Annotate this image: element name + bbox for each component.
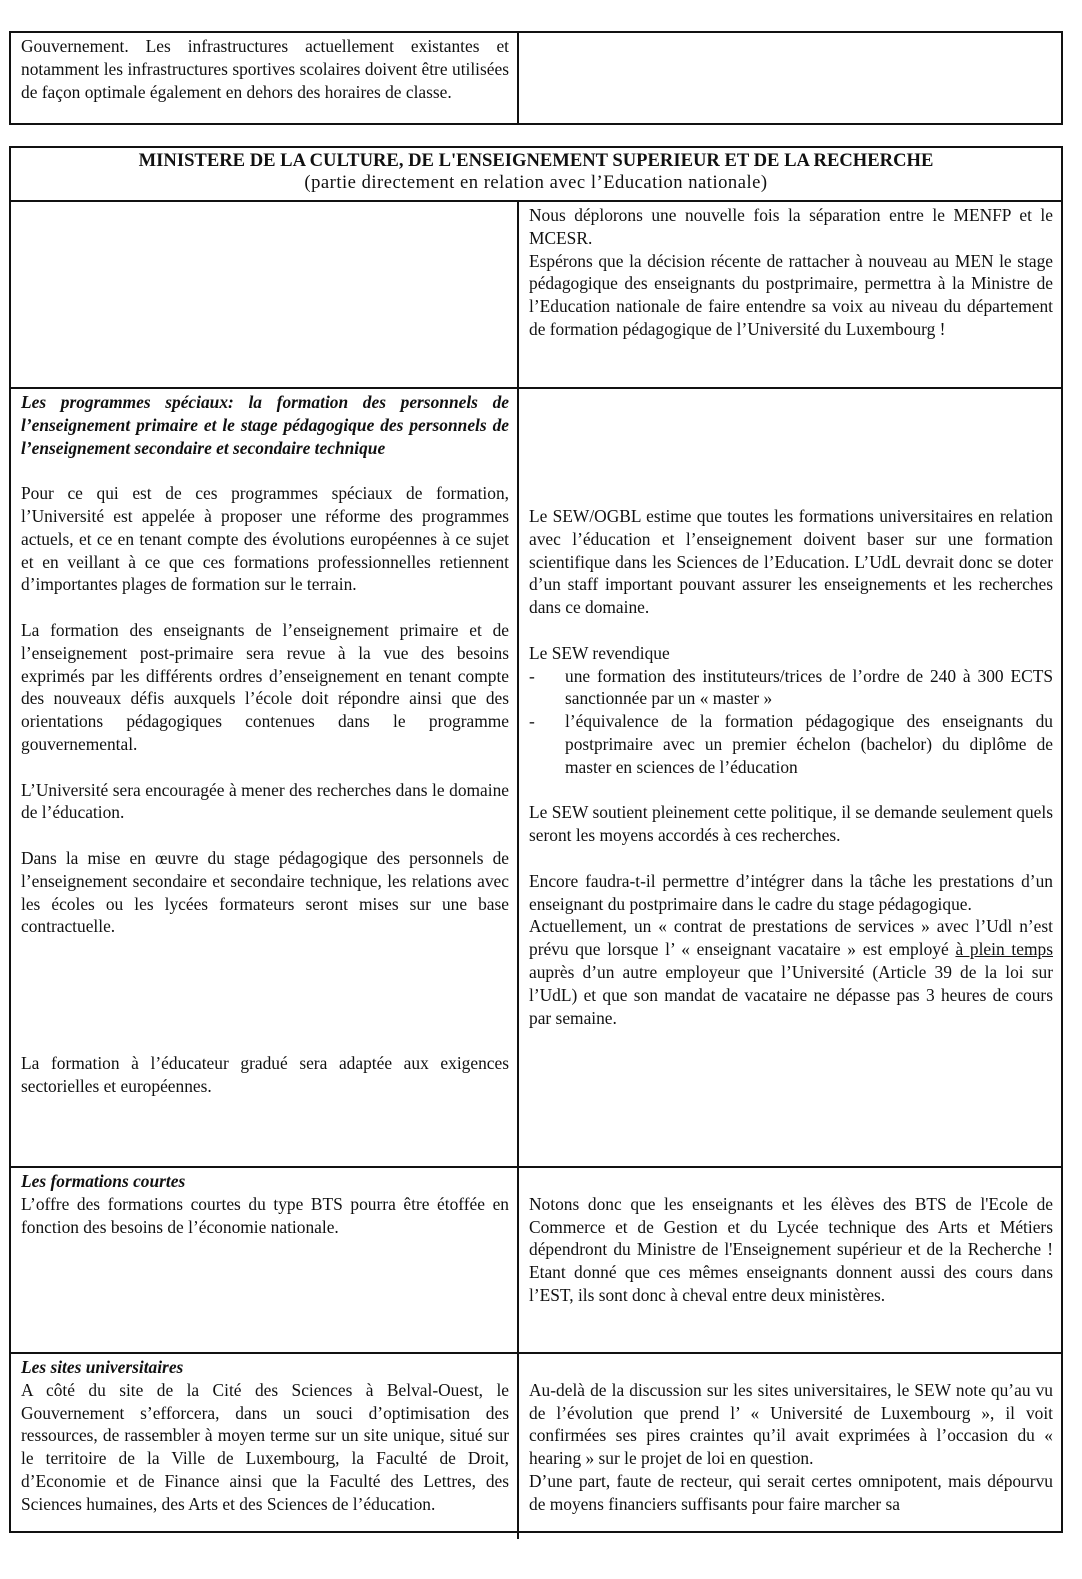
row4-left-p1: A côté du site de la Cité des Sciences à Belval-Ouest, le Gouvernement s’efforcera, dans un souci d’optimisation des ressources, de rassembler à moyen terme sur un site unique, situé sur le territoire de la Ville de Luxembourg, la Faculté de Droit, d’Economie et de Finance ainsi que la Faculté des Lettres, des Sciences humaines, des Arts et des Sciences de l’éducation. (21, 1379, 509, 1514)
row4-right-cell (519, 1354, 1061, 1539)
row2-left-cell (11, 389, 519, 1166)
ministry-table (9, 146, 1063, 1533)
row2-right-p4: Encore faudra-t-il permettre d’intégrer dans la tâche les prestations d’un enseignant du postprimaire dans le cadre du stage pédagogique. (529, 870, 1053, 914)
row3-heading: Les formations courtes (21, 1171, 186, 1191)
row2-left-p5: La formation à l’éducateur gradué sera adaptée aux exigences sectorielles et européennes. (21, 1053, 509, 1096)
row2-right-p5-underlined: à plein temps (955, 939, 1053, 960)
row1-right-p1: Nous déplorons une nouvelle fois la séparation entre le MENFP et le MCESR. (529, 205, 1053, 248)
top-left-text: Gouvernement. Les infrastructures actuellement existantes et notamment les infrastructures sportives scolaires doivent être utilisées de façon optimale également en dehors des horaires de classe. (21, 36, 509, 102)
table-header (11, 148, 1061, 200)
row1-right-cell (519, 202, 1061, 387)
row2-heading: Les programmes spéciaux: la formation des personnels de l’enseignement primaire et le stage pédagogique des personnels de l’enseignement secondaire et secondaire technique (21, 392, 509, 458)
bullet-dash: - (529, 711, 535, 732)
row2-right-intro: Le SEW revendique (529, 642, 670, 663)
row2-bullet-1 (529, 665, 1053, 711)
row2-right-p5-b: auprès d’un autre employeur que l’Université (Article 39 de la loi sur l’UdL) et que son mandat de vacataire ne dépasse pas 3 heures de cours par semaine. (529, 961, 1053, 1028)
row2-left-p3: L’Université sera encouragée à mener des recherches dans le domaine de l’éducation. (21, 779, 509, 823)
row2-bullet-2 (529, 710, 1053, 778)
row3-left-cell (11, 1168, 519, 1352)
bullet-dash: - (529, 665, 535, 686)
row4-heading: Les sites universitaires (21, 1357, 184, 1377)
bullet-text: une formation des instituteurs/trices de l’ordre de 240 à 300 ECTS sanctionnée par un « master » (565, 665, 1053, 709)
section-title: MINISTERE DE LA CULTURE, DE L'ENSEIGNEMENT SUPERIEUR ET DE LA RECHERCHE (138, 150, 934, 171)
row3-right-p1: Notons donc que les enseignants et les élèves des BTS de l'Ecole de Commerce et de Gestion et du Lycée technique des Arts et Métiers dépendront du Ministre de l'Enseignement supérieur et de la Recherche ! Etant donné que ces mêmes enseignants donnent aussi des cours dans l’EST, ils sont donc à cheval entre deux ministères. (529, 1193, 1053, 1305)
bullet-text: l’équivalence de la formation pédagogique des enseignants du postprimaire avec un premier échelon (bachelor) du diplôme de master en sciences de l’éducation (565, 711, 1053, 777)
top-left-cell (11, 33, 519, 123)
table-row-programmes (11, 387, 1061, 1166)
row1-right-p2: Espérons que la décision récente de rattacher à nouveau au MEN le stage pédagogique des enseignants du postprimaire, permettra à la Ministre de l’Education nationale de faire entendre sa voix au niveau du département de formation pédagogique de l’Université du Luxembourg ! (529, 250, 1053, 339)
row2-right-p3: Le SEW soutient pleinement cette politique, il se demande seulement quels seront les moyens accordés à ces recherches. (529, 802, 1053, 846)
row2-right-p1: Le SEW/OGBL estime que toutes les formations universitaires en relation avec l’éducation et l’enseignement doivent baser sur une formation scientifique dans les Sciences de l’Education. L’UdL devrait donc se doter d’un staff important pouvant assurer les enseignements et les recherches dans ce domaine. (529, 506, 1053, 618)
row2-left-p2: La formation des enseignants de l’enseignement primaire et de l’enseignement post-primaire sera revue à la vue des besoins exprimés par les différents ordres d’enseignement en tenant compte des nouveaux défis auxquels l’école doit répondre ainsi que des orientations pédagogiques contenues dans le programme gouvernemental. (21, 619, 509, 754)
top-row (11, 33, 1061, 123)
top-right-cell (519, 33, 1061, 123)
table-row-sites (11, 1352, 1061, 1539)
top-table (9, 31, 1063, 125)
row3-left-p1: L’offre des formations courtes du type BTS pourra être étoffée en fonction des besoins de l’économie nationale. (21, 1193, 509, 1237)
row2-left-p1: Pour ce qui est de ces programmes spéciaux de formation, l’Université est appelée à proposer une réforme des programmes actuels, et ce en tenant compte des évolutions européennes à ce sujet et en veillant à ce que ces formations professionnelles retiennent d’importantes plages de formation sur le terrain. (21, 483, 509, 595)
row4-right-p1: Au-delà de la discussion sur les sites universitaires, le SEW note qu’au vu de l’évolution que prend l’ « Université de Luxembourg », il voit confirmées ses pires craintes qu’il avait exprimées à l’occasion du « hearing » sur le projet de loi en question. (529, 1379, 1053, 1469)
table-row-culture (11, 200, 1061, 387)
table-row-formations-courtes (11, 1166, 1061, 1352)
row2-left-p4: Dans la mise en œuvre du stage pédagogique des personnels de l’enseignement secondaire et secondaire technique, les relations avec les écoles ou les lycées formateurs seront mises sur une base contractuelle. (21, 847, 509, 937)
row2-right-p5 (529, 915, 1053, 1029)
row2-right-p5-a: Actuellement, un « contrat de prestations de services » avec l’Udl n’est prévu que lorsque l’ « enseignant vacataire » est employé (529, 916, 1053, 960)
row4-right-p2: D’une part, faute de recteur, qui serait certes omnipotent, mais dépourvu de moyens financiers suffisants pour faire marcher sa (529, 1470, 1053, 1514)
row1-left-cell (11, 202, 519, 387)
row4-left-cell (11, 1354, 519, 1539)
row2-right-cell (519, 389, 1061, 1166)
section-subtitle: (partie directement en relation avec l’Education nationale) (304, 172, 768, 193)
row3-right-cell (519, 1168, 1061, 1352)
